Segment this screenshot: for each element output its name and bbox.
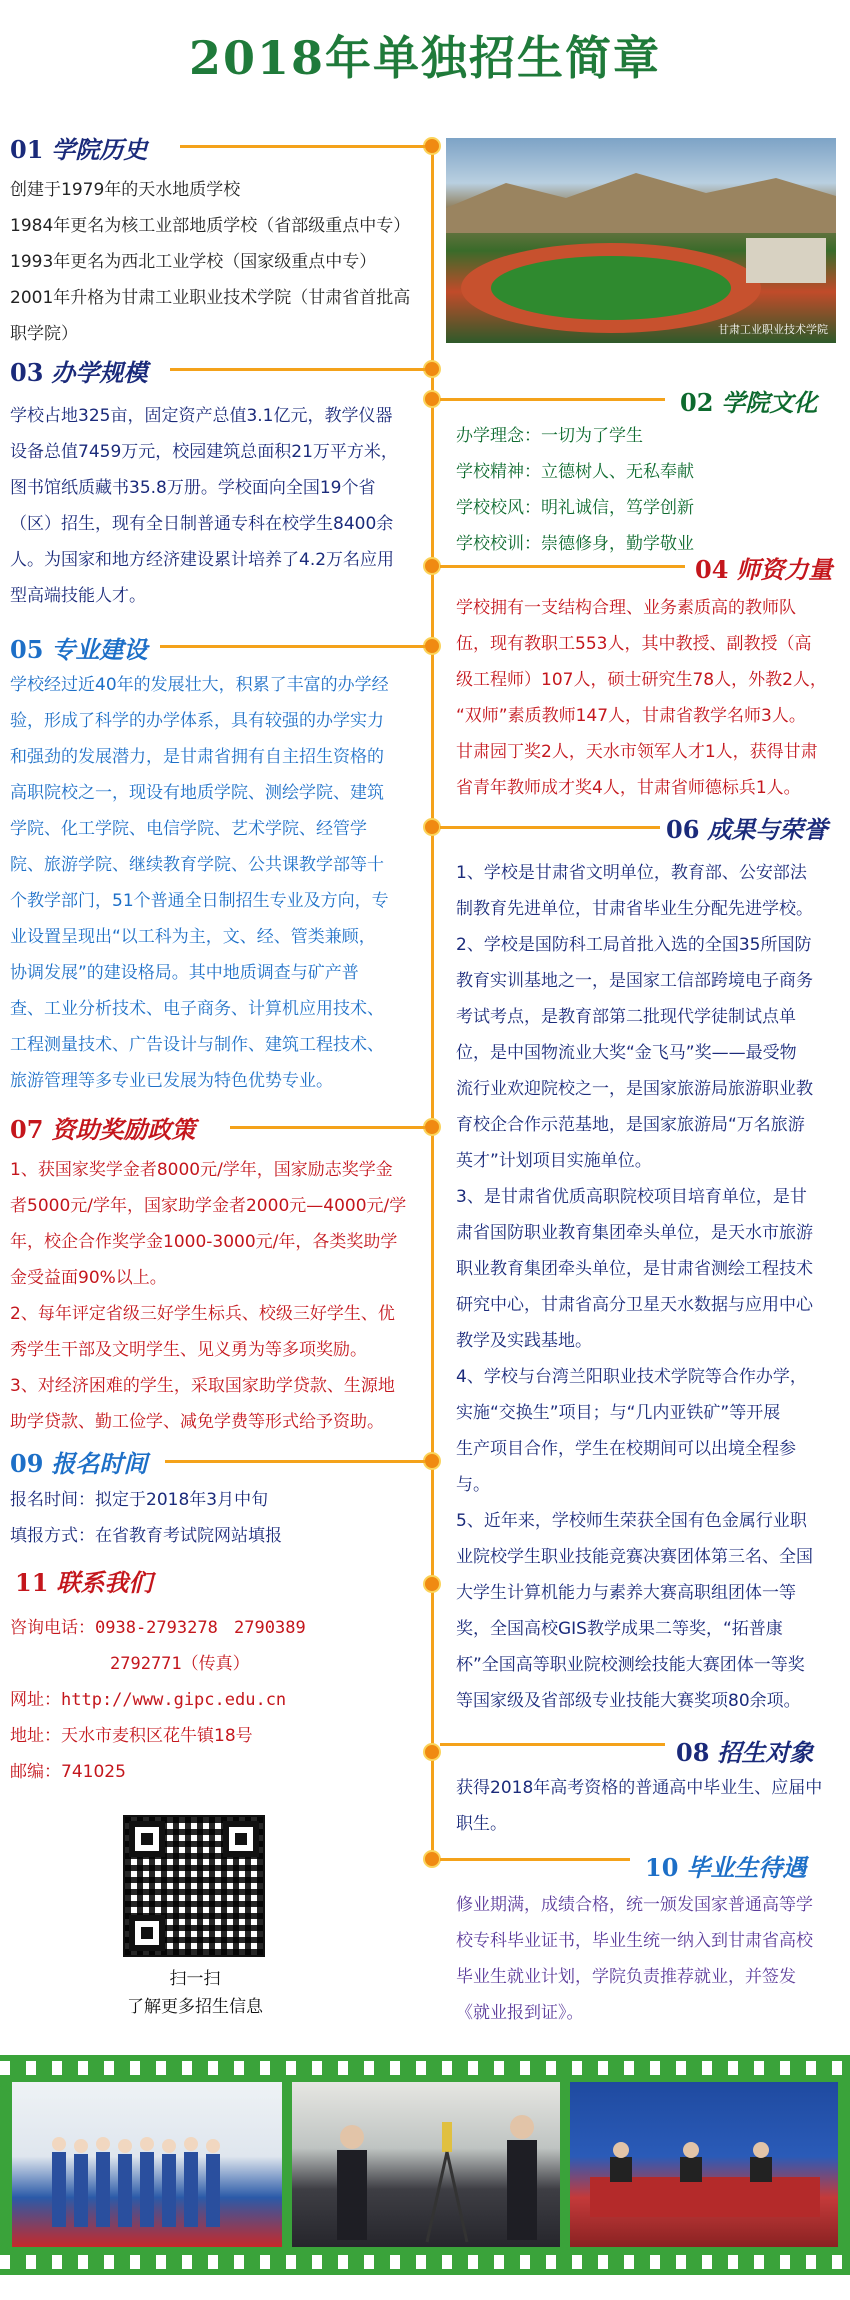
- timeline-dot: [423, 1118, 441, 1136]
- timeline-dot: [423, 390, 441, 408]
- film-holes: [0, 2061, 850, 2075]
- timeline-dot: [423, 1575, 441, 1593]
- timeline-dot: [423, 637, 441, 655]
- students-photo: [12, 2082, 282, 2247]
- section-02-body: 办学理念：一切为了学生 学校精神：立德树人、无私奉献 学校校风：明礼诚信，笃学创新 学校校训：崇德修身，勤学敬业: [456, 426, 694, 554]
- connector-line: [170, 368, 425, 371]
- section-11-body: 咨询电话：0938-2793278 2790389 2792771（传真） 网址：http://www.gipc.edu.cn 地址：天水市麦积区花牛镇18号 邮编：741025: [10, 1618, 306, 1782]
- connector-line: [440, 826, 660, 829]
- section-02-heading: 02 学院文化: [680, 388, 818, 417]
- website-link[interactable]: http://www.gipc.edu.cn: [61, 1690, 287, 1710]
- connector-line: [165, 1460, 425, 1463]
- survey-training-photo: [292, 2082, 560, 2247]
- timeline-dot: [423, 1452, 441, 1470]
- qr-finder: [129, 1915, 165, 1951]
- section-01-heading: 01 学院历史: [10, 135, 148, 164]
- timeline-dot: [423, 557, 441, 575]
- section-09-heading: 09 报名时间: [10, 1449, 148, 1478]
- section-10-body: 修业期满，成绩合格，统一颁发国家普通高等学 校专科毕业证书，毕业生统一纳入到甘肃省高校 毕业生就业计划，学院负责推荐就业，并签发 《就业报到证》。: [456, 1895, 813, 2023]
- connector-line: [440, 1743, 665, 1746]
- connector-line: [230, 1126, 425, 1129]
- section-08-heading: 08 招生对象: [676, 1738, 814, 1767]
- timeline-dot: [423, 1850, 441, 1868]
- film-holes: [0, 2255, 850, 2269]
- connector-line: [160, 645, 425, 648]
- timeline-dot: [423, 1743, 441, 1761]
- timeline-dot: [423, 818, 441, 836]
- qr-code: [123, 1815, 265, 1957]
- section-06-heading: 06 成果与荣誉: [666, 815, 828, 844]
- section-03-body: 学校占地325亩，固定资产总值3.1亿元，教学仪器 设备总值7459万元，校园建筑总面积21万平方米， 图书馆纸质藏书35.8万册。学校面向全国19个省 （区）招生，现有全日制普通专科在校学生8400余 人。为国家和地方经济建设累计培养了4.2万名应用 型高端技能人才。: [10, 406, 398, 606]
- section-08-body: 获得2018年高考资格的普通高中毕业生、应届中 职生。: [456, 1778, 823, 1834]
- section-05-body: 学校经过近40年的发展壮大，积累了丰富的办学经 验，形成了科学的办学体系，具有较强的办学实力 和强劲的发展潜力，是甘肃省拥有自主招生资格的 高职院校之一，现设有地质学院、测绘学院、建筑 学院、化工学院、电信学院、艺术学院、经管学 院、旅游学院、继续教育学院、公共课教学部等十 个教学部门，51个普通全日制招生专业及方向，专 业设置呈现出“以工科为主，文、经、管类兼顾， 协调发展”的建设格局。其中地质调查与矿产普 查、工业分析技术、电子商务、计算机应用技术、 工程测量技术、广告设计与制作、建筑工程技术、 旅游管理等多专业已发展为特色优势专业。: [10, 675, 389, 1091]
- section-05-heading: 05 专业建设: [10, 635, 148, 664]
- qr-finder: [129, 1821, 165, 1857]
- signing-ceremony-photo: [570, 2082, 838, 2247]
- section-01-body: 创建于1979年的天水地质学校 1984年更名为核工业部地质学校（省部级重点中专） 1993年更名为西北工业学校（国家级重点中专） 2001年升格为甘肃工业职业技术学院（甘肃省首批高 职学院）: [10, 180, 411, 344]
- section-06-body: 1、学校是甘肃省文明单位，教育部、公安部法 制教育先进单位，甘肃省毕业生分配先进学校。 2、学校是国防科工局首批入选的全国35所国防 教育实训基地之一，是国家工信部跨境电子商务 考试考点，是教育部第二批现代学徒制试点单 位，是中国物流业大奖“金飞马”奖——最受物 流行业欢迎院校之一，是国家旅游局旅游职业教 育校企合作示范基地，是国家旅游局“万名旅游 英才”计划项目实施单位。 3、是甘肃省优质高职院校项目培育单位，是甘 肃省国防职业教育集团牵头单位，是天水市旅游 职业教育集团牵头单位，是甘肃省测绘工程技术 研究中心，甘肃省高分卫星天水数据与应用中心 教学及实践基地。 4、学校与台湾兰阳职业技术学院等合作办学， 实施“交换生”项目；与“几内亚铁矿”等开展 生产项目合作，学生在校期间可以出境全程参 与。 5、近年来，学校师生荣获全国有色金属行业职 业院校学生职业技能竞赛决赛团体第三名、全国 大学生计算机能力与素养大赛高职组团体一等 奖，全国高校GIS教学成果二等奖，“拓普康 杯”全国高等职业院校测绘技能大赛团体一等奖 等国家级及省部级专业技能大赛奖项80余项。: [456, 863, 813, 1711]
- connector-line: [440, 565, 685, 568]
- section-03-heading: 03 办学规模: [10, 358, 148, 387]
- campus-photo: [446, 138, 836, 343]
- page-title: 2018年单独招生简章: [188, 31, 662, 85]
- photo-watermark: 甘肃工业职业技术学院: [718, 323, 828, 336]
- timeline-dot: [423, 137, 441, 155]
- section-09-body: 报名时间：拟定于2018年3月中旬 填报方式：在省教育考试院网站填报: [10, 1490, 282, 1546]
- qr-caption: 扫一扫 了解更多招生信息: [127, 1969, 263, 2017]
- connector-line: [180, 145, 425, 148]
- section-04-heading: 04 师资力量: [695, 555, 833, 584]
- timeline-dot: [423, 360, 441, 378]
- section-10-heading: 10 毕业生待遇: [645, 1853, 807, 1882]
- section-07-body: 1、获国家奖学金者8000元/学年，国家励志奖学金 者5000元/学年，国家助学金者2000元—4000元/学 年，校企合作奖学金1000-3000元/年，各类奖助学 金受益面90%以上。 2、每年评定省级三好学生标兵、校级三好学生、优 秀学生干部及文明学生、见义勇为等多项奖励。 3、对经济困难的学生，采取国家助学贷款、生源地 助学贷款、勤工俭学、减免学费等形式给予资助。: [10, 1160, 407, 1432]
- qr-finder: [223, 1821, 259, 1857]
- connector-line: [440, 1858, 630, 1861]
- section-07-heading: 07 资助奖励政策: [10, 1115, 196, 1144]
- section-11-heading: 11 联系我们: [15, 1568, 153, 1597]
- section-04-body: 学校拥有一支结构合理、业务素质高的教师队 伍，现有教职工553人，其中教授、副教授（高 级工程师）107人，硕士研究生78人，外教2人， “双师”素质教师147人，甘肃省教学名师3人。 甘肃园丁奖2人，天水市领军人才1人，获得甘肃 省青年教师成才奖4人，甘肃省师德标兵1人。: [456, 598, 827, 798]
- connector-line: [440, 398, 665, 401]
